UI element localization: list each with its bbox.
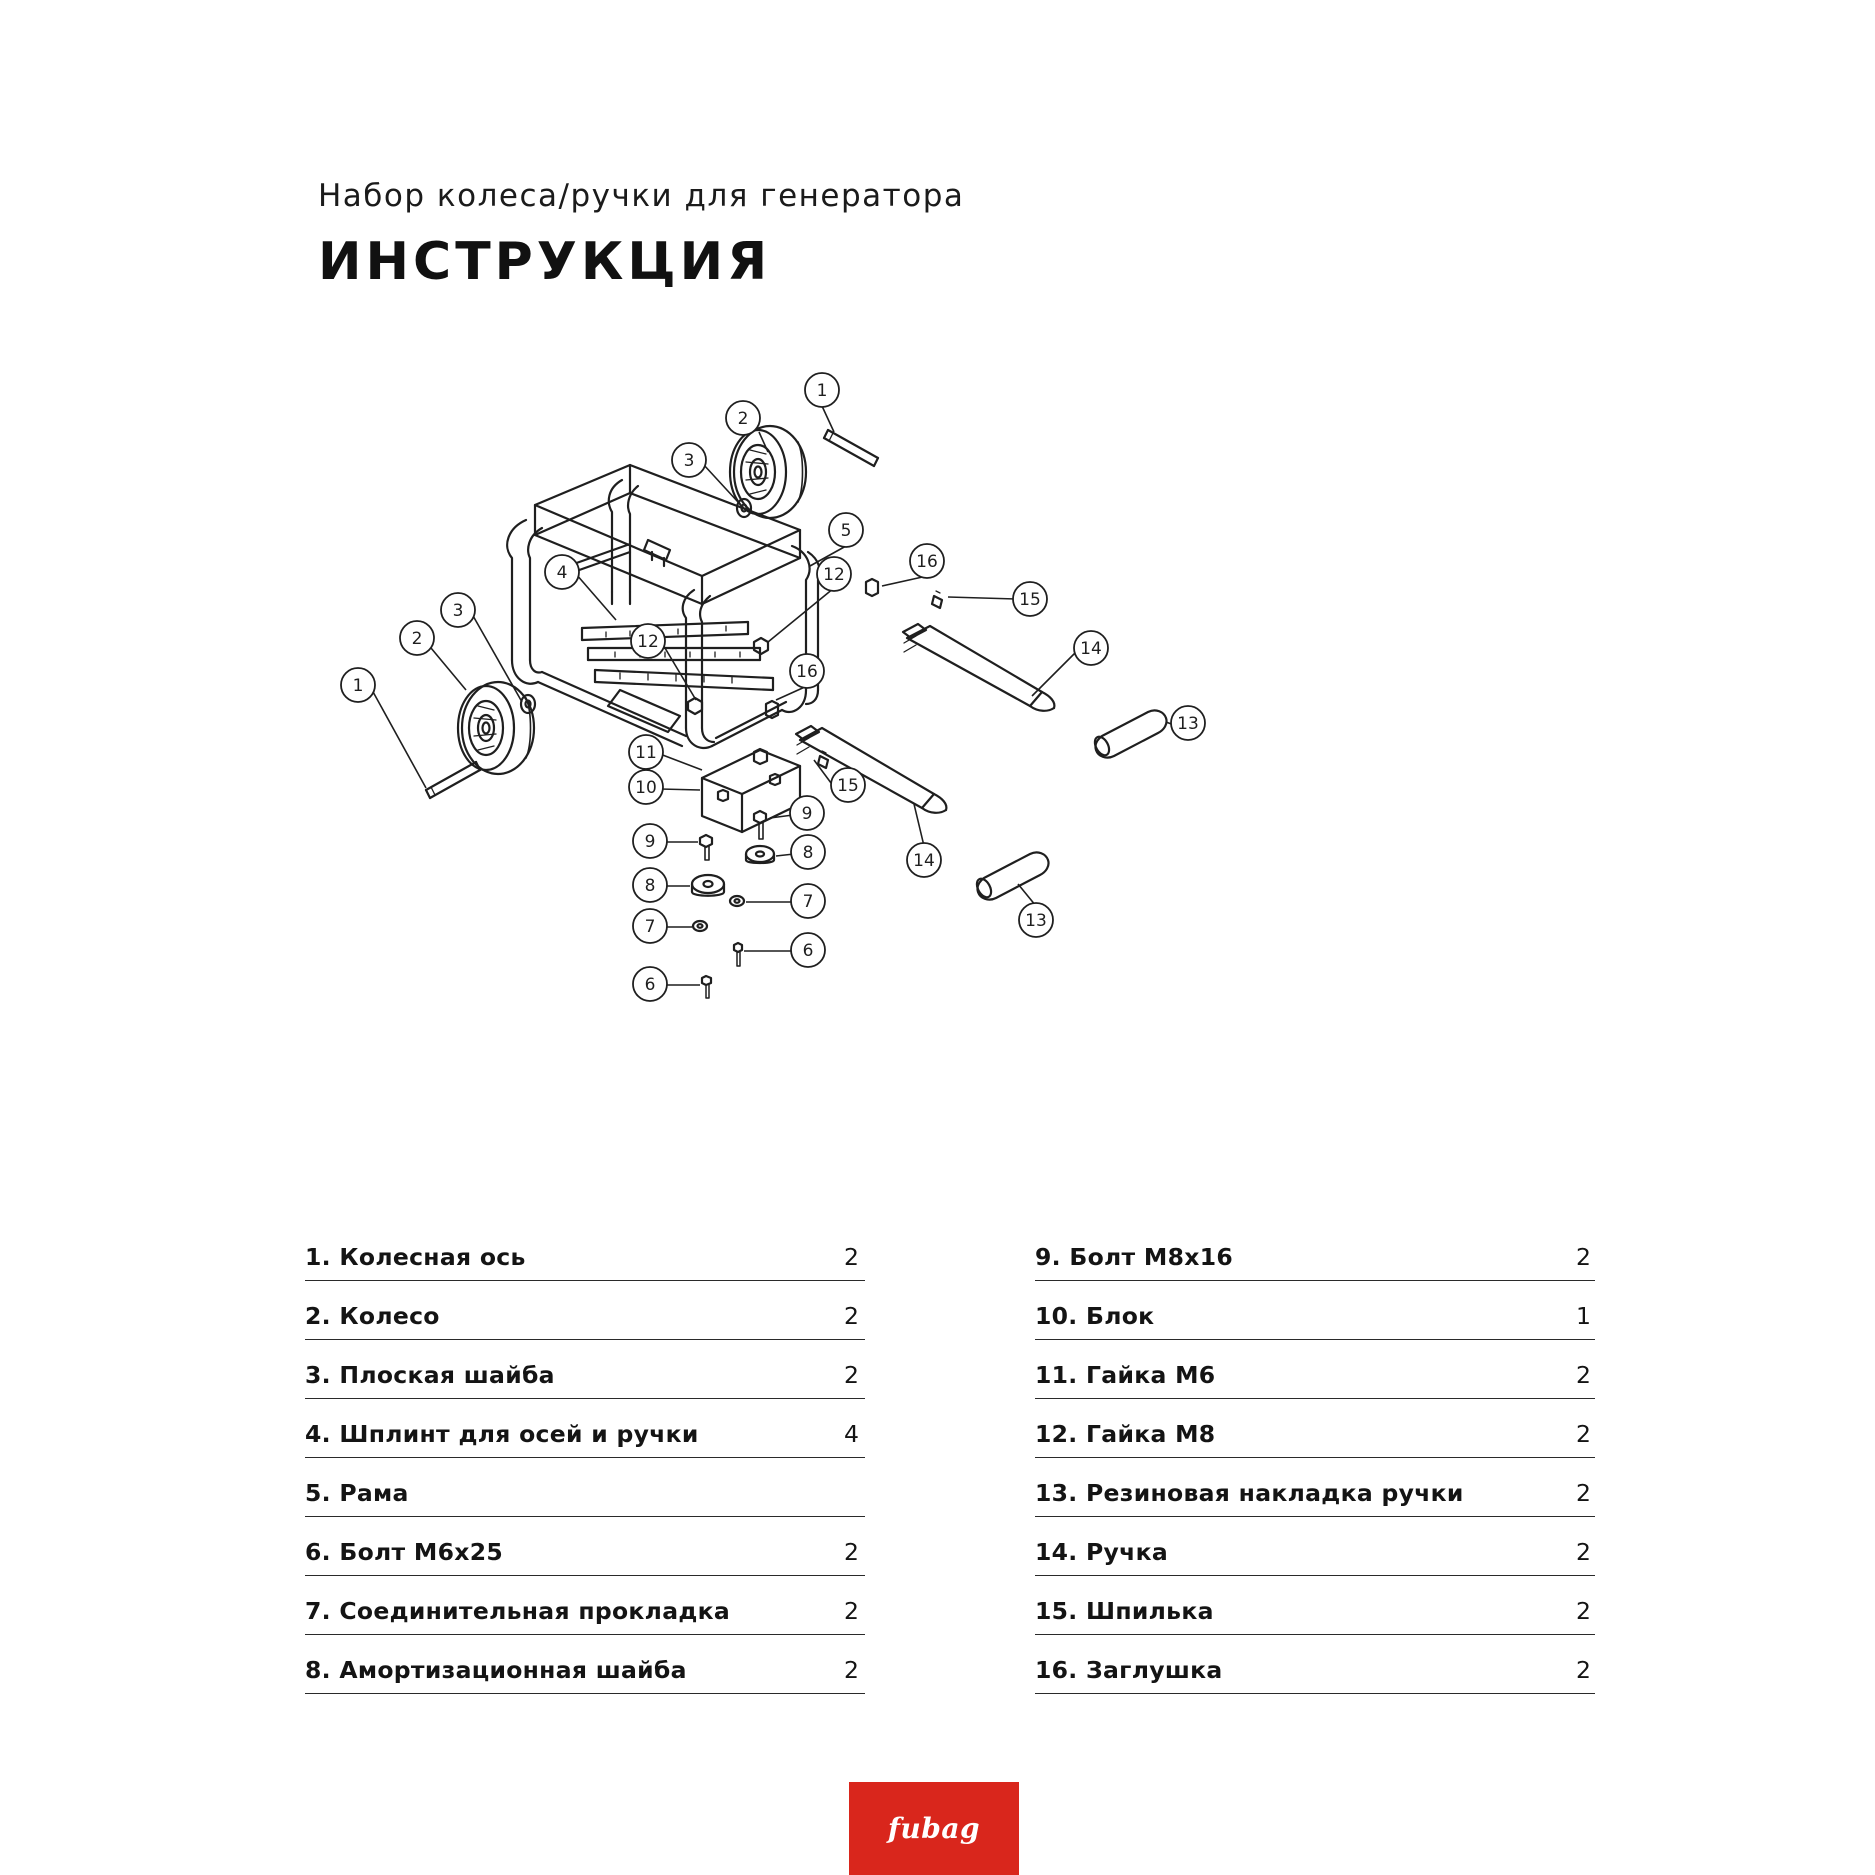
- callout-number: 1: [352, 676, 364, 696]
- part-name: 13. Резиновая накладка ручки: [1035, 1479, 1464, 1507]
- part-quantity: 2: [844, 1538, 859, 1566]
- callout-marker: [1171, 706, 1205, 740]
- callout-marker: [791, 835, 825, 869]
- callout-marker: [829, 513, 863, 547]
- callout-number: 7: [802, 892, 814, 912]
- callout-number: 9: [644, 832, 656, 852]
- parts-list-row: [305, 1340, 865, 1399]
- parts-list-right: [1035, 1222, 1595, 1694]
- callout-marker: [726, 401, 760, 435]
- part-quantity: 2: [1576, 1361, 1591, 1389]
- callout-number: 6: [644, 975, 656, 995]
- part-name: 4. Шплинт для осей и ручки: [305, 1420, 699, 1448]
- callout-marker: [791, 884, 825, 918]
- part-quantity: 2: [1576, 1479, 1591, 1507]
- callout-marker: [1019, 903, 1053, 937]
- parts-list-row: [1035, 1399, 1595, 1458]
- callout-number: 10: [635, 778, 657, 798]
- callout-number: 16: [796, 662, 818, 682]
- callout-number: 3: [452, 601, 464, 621]
- callout-marker: [791, 933, 825, 967]
- callout-number: 11: [635, 743, 657, 763]
- callout-number: 1: [816, 381, 828, 401]
- part-quantity: 2: [844, 1656, 859, 1684]
- parts-list-row: [305, 1635, 865, 1694]
- callout-marker: [1013, 582, 1047, 616]
- part-quantity: 2: [1576, 1597, 1591, 1625]
- callout-marker: [545, 555, 579, 589]
- callout-number: 5: [840, 521, 852, 541]
- part-quantity: 2: [1576, 1538, 1591, 1566]
- part-name: 14. Ручка: [1035, 1538, 1168, 1566]
- part-name: 6. Болт M6x25: [305, 1538, 504, 1566]
- part-quantity: 1: [1576, 1302, 1591, 1330]
- parts-list-row: [1035, 1517, 1595, 1576]
- callout-number: 13: [1025, 911, 1047, 931]
- part-name: 8. Амортизационная шайба: [305, 1656, 687, 1684]
- callout-marker: [400, 621, 434, 655]
- callout-marker: [631, 624, 665, 658]
- callout-number: 12: [823, 565, 845, 585]
- callout-marker: [907, 843, 941, 877]
- parts-list-row: [305, 1517, 865, 1576]
- part-quantity: 2: [844, 1243, 859, 1271]
- parts-list-row: [305, 1281, 865, 1340]
- callout-number: 2: [737, 409, 749, 429]
- callout-marker: [1074, 631, 1108, 665]
- callout-number: 13: [1177, 714, 1199, 734]
- part-quantity: 2: [1576, 1243, 1591, 1271]
- part-name: 10. Блок: [1035, 1302, 1155, 1330]
- callout-number: 16: [916, 552, 938, 572]
- callout-marker: [805, 373, 839, 407]
- callout-marker: [790, 796, 824, 830]
- parts-list-left: [305, 1222, 865, 1694]
- callout-marker: [831, 768, 865, 802]
- callout-marker: [633, 967, 667, 1001]
- parts-list-row: [1035, 1635, 1595, 1694]
- callout-marker: [629, 735, 663, 769]
- callout-marker: [633, 909, 667, 943]
- callout-number: 14: [913, 851, 935, 871]
- callout-number: 9: [801, 804, 813, 824]
- part-name: 2. Колесо: [305, 1302, 440, 1330]
- parts-list-row: [305, 1222, 865, 1281]
- callout-number: 15: [837, 776, 859, 796]
- page-subtitle: Набор колеса/ручки для генератора: [318, 178, 965, 214]
- parts-list-row: [305, 1576, 865, 1635]
- part-quantity: 4: [844, 1420, 859, 1448]
- callout-number: 4: [556, 563, 568, 583]
- callout-marker: [341, 668, 375, 702]
- parts-list: [0, 1222, 1875, 1692]
- parts-list-row: [1035, 1281, 1595, 1340]
- callout-marker: [629, 770, 663, 804]
- part-quantity: 2: [844, 1302, 859, 1330]
- part-quantity: 2: [844, 1597, 859, 1625]
- parts-list-row: [1035, 1340, 1595, 1399]
- part-name: 3. Плоская шайба: [305, 1361, 555, 1389]
- callout-marker: [633, 868, 667, 902]
- callout-number: 8: [802, 843, 814, 863]
- callout-number: 2: [411, 629, 423, 649]
- callout-marker: [817, 557, 851, 591]
- brand-logo: [849, 1782, 1019, 1875]
- part-name: 5. Рама: [305, 1479, 409, 1507]
- part-name: 15. Шпилька: [1035, 1597, 1214, 1625]
- callout-marker: [441, 593, 475, 627]
- part-quantity: 2: [1576, 1420, 1591, 1448]
- part-name: 16. Заглушка: [1035, 1656, 1223, 1684]
- part-name: 9. Болт M8x16: [1035, 1243, 1234, 1271]
- exploded-assembly-diagram: [330, 360, 1560, 1205]
- callout-number: 12: [637, 632, 659, 652]
- callout-marker: [790, 654, 824, 688]
- part-name: 12. Гайка M8: [1035, 1420, 1216, 1448]
- parts-list-row: [305, 1399, 865, 1458]
- parts-list-row: [305, 1458, 865, 1517]
- callout-marker: [633, 824, 667, 858]
- callout-number: 8: [644, 876, 656, 896]
- parts-list-row: [1035, 1576, 1595, 1635]
- part-name: 1. Колесная ось: [305, 1243, 526, 1271]
- callout-number: 3: [683, 451, 695, 471]
- callout-number: 15: [1019, 590, 1041, 610]
- callout-marker: [672, 443, 706, 477]
- page-title: ИНСТРУКЦИЯ: [318, 232, 772, 292]
- parts-list-row: [1035, 1458, 1595, 1517]
- callout-marker: [910, 544, 944, 578]
- part-name: 7. Соединительная прокладка: [305, 1597, 731, 1625]
- part-quantity: 2: [1576, 1656, 1591, 1684]
- parts-list-row: [1035, 1222, 1595, 1281]
- part-quantity: 2: [844, 1361, 859, 1389]
- callout-number: 14: [1080, 639, 1102, 659]
- page-header: [318, 178, 1418, 292]
- callout-number: 6: [802, 941, 814, 961]
- part-name: 11. Гайка M6: [1035, 1361, 1216, 1389]
- brand-logo-text: fubag: [887, 1812, 981, 1845]
- callout-number: 7: [644, 917, 656, 937]
